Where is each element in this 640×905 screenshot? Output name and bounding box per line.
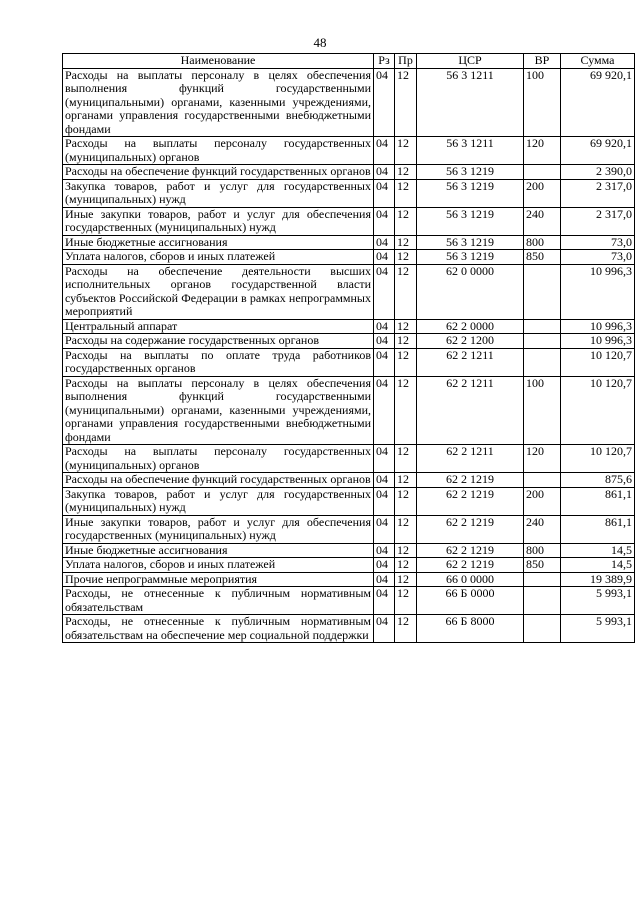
cell-sum: 19 389,9 (561, 572, 635, 587)
cell-rz: 04 (374, 264, 395, 319)
cell-sum: 69 920,1 (561, 68, 635, 137)
table-body (63, 68, 635, 643)
header-csr: ЦСР (417, 54, 524, 69)
cell-sum: 10 996,3 (561, 319, 635, 334)
header-row (63, 54, 635, 69)
cell-vr (524, 572, 561, 587)
cell-csr: 62 2 1219 (417, 558, 524, 573)
cell-rz: 04 (374, 250, 395, 265)
cell-sum: 10 996,3 (561, 264, 635, 319)
table-row (63, 572, 635, 587)
cell-pr: 12 (395, 445, 417, 473)
cell-csr: 56 3 1211 (417, 137, 524, 165)
cell-sum: 2 317,0 (561, 207, 635, 235)
cell-csr: 62 0 0000 (417, 264, 524, 319)
cell-pr: 12 (395, 487, 417, 515)
cell-vr: 120 (524, 445, 561, 473)
cell-name: Расходы на обеспечение функций государственных органов (63, 473, 374, 488)
cell-rz: 04 (374, 235, 395, 250)
cell-sum: 10 120,7 (561, 376, 635, 445)
cell-vr (524, 615, 561, 643)
cell-pr: 12 (395, 179, 417, 207)
cell-name: Расходы, не отнесенные к публичным нормативным обязательствам (63, 587, 374, 615)
cell-csr: 66 Б 0000 (417, 587, 524, 615)
cell-vr (524, 348, 561, 376)
header-vr: ВР (524, 54, 561, 69)
cell-rz: 04 (374, 445, 395, 473)
table-row (63, 207, 635, 235)
cell-pr: 12 (395, 137, 417, 165)
cell-sum: 861,1 (561, 515, 635, 543)
cell-sum: 14,5 (561, 543, 635, 558)
cell-rz: 04 (374, 207, 395, 235)
cell-vr: 100 (524, 376, 561, 445)
cell-vr: 850 (524, 558, 561, 573)
cell-pr: 12 (395, 572, 417, 587)
cell-pr: 12 (395, 376, 417, 445)
cell-pr: 12 (395, 250, 417, 265)
cell-vr: 850 (524, 250, 561, 265)
cell-name: Расходы на выплаты персоналу государственных (муниципальных) органов (63, 445, 374, 473)
cell-rz: 04 (374, 376, 395, 445)
cell-vr: 100 (524, 68, 561, 137)
cell-csr: 56 3 1219 (417, 179, 524, 207)
cell-pr: 12 (395, 207, 417, 235)
table-row (63, 334, 635, 349)
cell-sum: 2 317,0 (561, 179, 635, 207)
table-row (63, 179, 635, 207)
cell-vr (524, 473, 561, 488)
cell-sum: 2 390,0 (561, 165, 635, 180)
cell-csr: 62 2 1211 (417, 445, 524, 473)
table-row (63, 137, 635, 165)
cell-name: Иные закупки товаров, работ и услуг для обеспечения государственных (муниципальных) нужд (63, 515, 374, 543)
cell-name: Центральный аппарат (63, 319, 374, 334)
cell-sum: 5 993,1 (561, 587, 635, 615)
cell-rz: 04 (374, 137, 395, 165)
table-row (63, 319, 635, 334)
table-row (63, 250, 635, 265)
cell-pr: 12 (395, 587, 417, 615)
header-rz: Рз (374, 54, 395, 69)
cell-csr: 56 3 1219 (417, 250, 524, 265)
cell-name: Иные бюджетные ассигнования (63, 235, 374, 250)
table-row (63, 235, 635, 250)
cell-csr: 62 2 1200 (417, 334, 524, 349)
header-sum: Сумма (561, 54, 635, 69)
table-row (63, 264, 635, 319)
table-row (63, 68, 635, 137)
cell-sum: 861,1 (561, 487, 635, 515)
cell-name: Уплата налогов, сборов и иных платежей (63, 250, 374, 265)
cell-pr: 12 (395, 515, 417, 543)
table-row (63, 515, 635, 543)
cell-csr: 66 Б 8000 (417, 615, 524, 643)
cell-pr: 12 (395, 68, 417, 137)
cell-csr: 62 2 1211 (417, 348, 524, 376)
table-row (63, 487, 635, 515)
cell-name: Прочие непрограммные мероприятия (63, 572, 374, 587)
cell-rz: 04 (374, 165, 395, 180)
cell-sum: 69 920,1 (561, 137, 635, 165)
cell-vr: 240 (524, 515, 561, 543)
cell-name: Иные бюджетные ассигнования (63, 543, 374, 558)
cell-name: Расходы на обеспечение функций государственных органов (63, 165, 374, 180)
cell-csr: 62 2 1219 (417, 487, 524, 515)
cell-vr: 200 (524, 487, 561, 515)
cell-rz: 04 (374, 515, 395, 543)
cell-vr: 240 (524, 207, 561, 235)
cell-name: Расходы на выплаты персоналу в целях обеспечения выполнения функций государственными (муниципальными) органами, казенными учреждениями, органами управления государственными внебюджетными фондами (63, 68, 374, 137)
cell-vr: 800 (524, 543, 561, 558)
cell-name: Расходы на выплаты по оплате труда работников государственных органов (63, 348, 374, 376)
cell-rz: 04 (374, 334, 395, 349)
cell-vr (524, 334, 561, 349)
cell-rz: 04 (374, 319, 395, 334)
cell-rz: 04 (374, 179, 395, 207)
cell-vr: 200 (524, 179, 561, 207)
cell-csr: 62 2 1219 (417, 515, 524, 543)
cell-pr: 12 (395, 558, 417, 573)
cell-csr: 62 2 1219 (417, 473, 524, 488)
cell-rz: 04 (374, 348, 395, 376)
cell-pr: 12 (395, 473, 417, 488)
cell-name: Расходы на обеспечение деятельности высших исполнительных органов государственной власти субъектов Российской Федерации в рамках непрограммных мероприятий (63, 264, 374, 319)
cell-pr: 12 (395, 235, 417, 250)
cell-rz: 04 (374, 615, 395, 643)
cell-name: Закупка товаров, работ и услуг для государственных (муниципальных) нужд (63, 487, 374, 515)
cell-name: Иные закупки товаров, работ и услуг для обеспечения государственных (муниципальных) нужд (63, 207, 374, 235)
cell-csr: 62 2 1211 (417, 376, 524, 445)
cell-sum: 73,0 (561, 235, 635, 250)
table-row (63, 473, 635, 488)
cell-csr: 62 2 0000 (417, 319, 524, 334)
cell-vr (524, 264, 561, 319)
cell-rz: 04 (374, 572, 395, 587)
budget-table (62, 53, 635, 643)
cell-rz: 04 (374, 558, 395, 573)
cell-rz: 04 (374, 473, 395, 488)
cell-csr: 62 2 1219 (417, 543, 524, 558)
cell-sum: 10 120,7 (561, 348, 635, 376)
cell-csr: 56 3 1219 (417, 207, 524, 235)
header-pr: Пр (395, 54, 417, 69)
cell-name: Расходы, не отнесенные к публичным нормативным обязательствам на обеспечение мер социальной поддержки (63, 615, 374, 643)
cell-pr: 12 (395, 615, 417, 643)
cell-rz: 04 (374, 543, 395, 558)
cell-pr: 12 (395, 348, 417, 376)
cell-vr (524, 165, 561, 180)
cell-sum: 14,5 (561, 558, 635, 573)
cell-sum: 10 120,7 (561, 445, 635, 473)
cell-pr: 12 (395, 264, 417, 319)
cell-pr: 12 (395, 165, 417, 180)
header-name: Наименование (63, 54, 374, 69)
table-row (63, 543, 635, 558)
table-row (63, 558, 635, 573)
cell-name: Расходы на выплаты персоналу государственных (муниципальных) органов (63, 137, 374, 165)
cell-vr (524, 587, 561, 615)
table-row (63, 348, 635, 376)
cell-sum: 875,6 (561, 473, 635, 488)
page-number: 48 (313, 35, 327, 50)
cell-sum: 73,0 (561, 250, 635, 265)
table-header (63, 54, 635, 69)
cell-name: Уплата налогов, сборов и иных платежей (63, 558, 374, 573)
cell-name: Расходы на содержание государственных органов (63, 334, 374, 349)
cell-rz: 04 (374, 587, 395, 615)
cell-vr (524, 319, 561, 334)
cell-pr: 12 (395, 334, 417, 349)
cell-name: Расходы на выплаты персоналу в целях обеспечения выполнения функций государственными (муниципальными) органами, казенными учреждениями, органами управления государственными внебюджетными фондами (63, 376, 374, 445)
cell-rz: 04 (374, 68, 395, 137)
cell-name: Закупка товаров, работ и услуг для государственных (муниципальных) нужд (63, 179, 374, 207)
table-row (63, 615, 635, 643)
table-row (63, 445, 635, 473)
cell-sum: 10 996,3 (561, 334, 635, 349)
cell-csr: 56 3 1219 (417, 235, 524, 250)
cell-rz: 04 (374, 487, 395, 515)
cell-vr: 120 (524, 137, 561, 165)
table-row (63, 165, 635, 180)
cell-csr: 66 0 0000 (417, 572, 524, 587)
cell-sum: 5 993,1 (561, 615, 635, 643)
cell-csr: 56 3 1211 (417, 68, 524, 137)
table-row (63, 587, 635, 615)
cell-pr: 12 (395, 319, 417, 334)
cell-csr: 56 3 1219 (417, 165, 524, 180)
cell-vr: 800 (524, 235, 561, 250)
table-row (63, 376, 635, 445)
cell-pr: 12 (395, 543, 417, 558)
